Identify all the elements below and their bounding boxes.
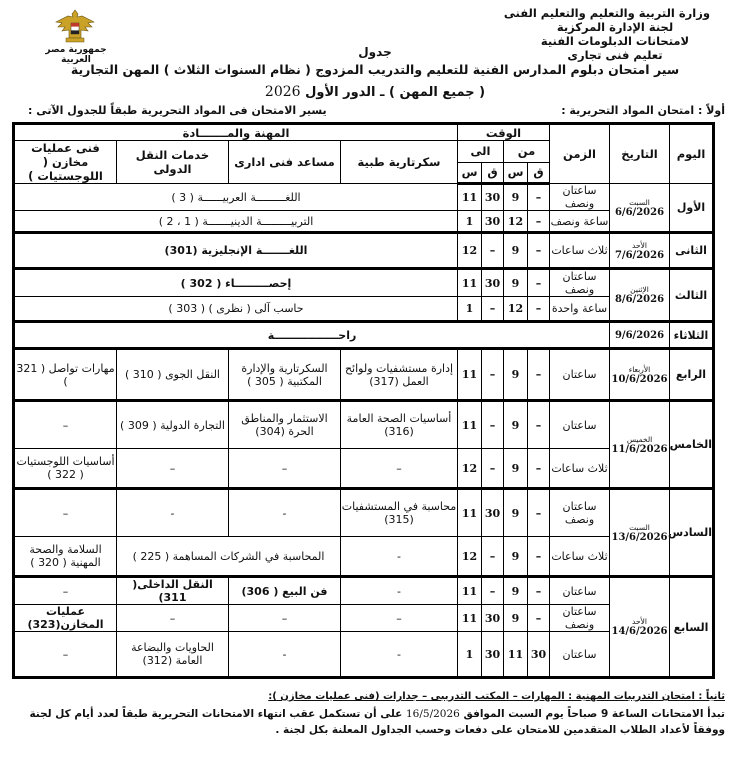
to-hour: 12 <box>458 537 482 577</box>
subject-admin-assistant: السكرتارية والإدارة المكتبية ( 305 ) <box>229 349 341 401</box>
from-min: – <box>528 605 550 632</box>
table-row <box>14 537 714 577</box>
date-value: 7/6/2026 <box>614 249 665 261</box>
table-row <box>14 632 714 678</box>
header-duration: الزمن <box>550 124 610 184</box>
subject-medical-secretary: – <box>341 605 458 632</box>
to-hour: 11 <box>458 401 482 449</box>
duration: ثلاث ساعات <box>550 233 610 269</box>
from-min: – <box>528 184 550 211</box>
subject-medical-secretary: – <box>341 449 458 489</box>
duration: ساعتان ونصف <box>550 605 610 632</box>
duration: ساعتان <box>550 349 610 401</box>
exam-date <box>610 401 670 489</box>
from-min: 30 <box>528 632 550 678</box>
para-date: 16/5/2026 <box>405 708 460 720</box>
to-min: 30 <box>482 632 504 678</box>
to-min: 30 <box>482 605 504 632</box>
subject-intl-transport: - <box>117 489 229 537</box>
subject-warehouse-logistics: – <box>14 489 117 537</box>
subject-intl-transport: – <box>117 449 229 489</box>
header-date: التاريخ <box>610 124 670 184</box>
header-admin-assistant: مساعد فنى ادارى <box>229 141 341 184</box>
subject-admin-assistant: - <box>229 632 341 678</box>
to-min: – <box>482 401 504 449</box>
duration: ساعتان ونصف <box>550 489 610 537</box>
subject-admin-assistant: – <box>229 605 341 632</box>
to-hour: 1 <box>458 632 482 678</box>
from-min: – <box>528 211 550 233</box>
duration: ثلاث ساعات <box>550 449 610 489</box>
ministry-line: تعليم فنى تجارى <box>567 48 663 62</box>
header-to-hour: س <box>458 162 482 184</box>
subject-medical-secretary: - <box>341 632 458 678</box>
from-min: – <box>528 577 550 605</box>
to-min: – <box>482 449 504 489</box>
from-hour: 9 <box>504 233 528 269</box>
to-hour: 11 <box>458 577 482 605</box>
header-medical-secretary: سكرتارية طبية <box>341 141 458 184</box>
day-name: الثانى <box>670 233 714 269</box>
from-hour: 9 <box>504 537 528 577</box>
header-day: اليوم <box>670 124 714 184</box>
ministry-line: وزارة التربية والتعليم والتعليم الفنى <box>503 6 710 20</box>
table-row <box>14 349 714 401</box>
day-name: الثالث <box>670 269 714 322</box>
header-intl-transport: خدمات النقل الدولى <box>117 141 229 184</box>
subject-admin-assistant: – <box>229 449 341 489</box>
to-min: 30 <box>482 489 504 537</box>
subject-admin-assistant: - <box>229 489 341 537</box>
to-hour: 12 <box>458 233 482 269</box>
table-row <box>14 269 714 297</box>
exam-date <box>610 489 670 577</box>
weekday: الأحد <box>632 617 647 626</box>
date-value: 8/6/2026 <box>614 294 665 305</box>
to-hour: 11 <box>458 269 482 297</box>
section-2-label: ثانياً : امتحان التدريبات المهنية : المهارات – المكتب التدريبى – جدارات (فنى عمليات مخازن ): <box>268 691 725 702</box>
subject-all: إحصـــــــــاء ( 302 ) <box>14 269 458 297</box>
to-hour: 12 <box>458 449 482 489</box>
subject-admin-assistant: فن البيع ( 306) <box>229 577 341 605</box>
to-min: 30 <box>482 269 504 297</box>
header-warehouse-logistics: فنى عمليات مخازن ( اللوجستيات ) <box>14 141 117 184</box>
from-hour: 9 <box>504 449 528 489</box>
ministry-line: لجنة الإدارة المركزية <box>556 20 674 34</box>
subject-warehouse-logistics: – <box>14 577 117 605</box>
country-name: جمهورية مصر العربية <box>45 45 107 65</box>
weekday: الإثنين <box>630 285 649 294</box>
exam-date <box>610 322 670 349</box>
day-name: السادس <box>670 489 714 577</box>
from-hour: 9 <box>504 577 528 605</box>
subject-medical-secretary: إدارة مستشفيات ولوائح العمل (317) <box>341 349 458 401</box>
subject-warehouse-logistics: – <box>14 632 117 678</box>
subject-intl-transport: النقل الداخلى( 311) <box>117 577 229 605</box>
weekday: الأحد <box>632 240 647 250</box>
subject-intl-transport: – <box>117 605 229 632</box>
duration: ساعتان <box>550 577 610 605</box>
duration: ثلاث ساعات <box>550 537 610 577</box>
subject-medical-secretary: - <box>341 577 458 605</box>
duration: ساعتان <box>550 401 610 449</box>
rest-day: راحـــــــــــــــــة <box>14 322 610 349</box>
subject-all: اللغـــــــــة العربيــــــة ( 3 ) <box>14 184 458 211</box>
from-min: – <box>528 401 550 449</box>
header-from: من <box>504 141 550 163</box>
para-text-2: على أن تستكمل عقب انتهاء الامتحانات التحريرية طبقاً لعدد أيام كل لجنة ووفقاً لأعداد الطلاب المتقدمين للامتحان على دفعات وحسب الجداول المعلنة بكل لجنة . <box>29 708 725 736</box>
section-1-label: أولاً : امتحان المواد التحريرية : <box>561 104 725 117</box>
exam-date <box>610 184 670 233</box>
table-row <box>14 577 714 605</box>
date-value: 13/6/2026 <box>611 531 668 543</box>
duration: ساعتان ونصف <box>550 184 610 211</box>
subject-medical-secretary: محاسبة في المستشفيات (315) <box>341 489 458 537</box>
exam-date <box>610 269 670 322</box>
from-hour: 11 <box>504 632 528 678</box>
subject-warehouse-logistics: – <box>14 401 117 449</box>
from-hour: 9 <box>504 184 528 211</box>
to-min: 30 <box>482 211 504 233</box>
table-row <box>14 449 714 489</box>
to-hour: 11 <box>458 489 482 537</box>
from-min: – <box>528 449 550 489</box>
weekday: الأربعاء <box>628 364 651 374</box>
subject-intl-transport: النقل الجوى ( 310 ) <box>117 349 229 401</box>
table-row <box>14 489 714 537</box>
day-name: الأول <box>670 184 714 233</box>
duration: ساعتان <box>550 632 610 678</box>
day-name: السابع <box>670 577 714 678</box>
day-name: الرابع <box>670 349 714 401</box>
to-min: – <box>482 537 504 577</box>
day-name: الثلاثاء <box>670 322 714 349</box>
from-hour: 9 <box>504 605 528 632</box>
subject-warehouse-logistics: السلامة والصحة المهنية ( 320 ) <box>14 537 117 577</box>
from-hour: 9 <box>504 489 528 537</box>
from-min: – <box>528 269 550 297</box>
from-min: – <box>528 297 550 322</box>
from-min: – <box>528 233 550 269</box>
to-hour: 11 <box>458 184 482 211</box>
from-min: – <box>528 489 550 537</box>
page-subtitle <box>0 84 750 100</box>
date-value: 10/6/2026 <box>611 373 668 385</box>
exam-schedule-table <box>12 122 715 679</box>
to-hour: 1 <box>458 211 482 233</box>
subject-admin-and-transport: المحاسبة في الشركات المساهمة ( 225 ) <box>117 537 341 577</box>
subject-all: حاسب آلى ( نظرى ) ( 303 ) <box>14 297 458 322</box>
subject-all: التربيـــــــــة الدينيـــــــة ( 1 ، 2 ) <box>14 211 458 233</box>
para-text-1: تبدأ الامتحانات الساعة 9 صباحاً يوم السبت الموافق <box>463 708 725 720</box>
header-profession-subject: المهنة والمـــــــادة <box>14 124 458 141</box>
header-time: الوقت <box>458 124 550 141</box>
subject-intl-transport: الحاويات والبضاعة العامة (312) <box>117 632 229 678</box>
subject-warehouse-logistics: أساسيات اللوجستيات ( 322 ) <box>14 449 117 489</box>
egypt-eagle-emblem-icon <box>52 8 98 44</box>
header-to-min: ق <box>482 162 504 184</box>
exam-date <box>610 233 670 269</box>
from-min: – <box>528 537 550 577</box>
exam-date <box>610 577 670 678</box>
from-hour: 9 <box>504 401 528 449</box>
to-min: – <box>482 233 504 269</box>
to-min: – <box>482 349 504 401</box>
subtitle-text: ( جميع المهن ) ـ الدور الأول <box>305 85 486 100</box>
table-row <box>14 211 714 233</box>
subject-all: اللغـــــــة الإنجليزية (301) <box>14 233 458 269</box>
date-value: 9/6/2026 <box>614 329 665 341</box>
table-row <box>14 401 714 449</box>
header-from-hour: س <box>504 162 528 184</box>
table-row <box>14 184 714 211</box>
table-row <box>14 297 714 322</box>
table-row <box>14 605 714 632</box>
to-min: – <box>482 577 504 605</box>
doc-label: جدول <box>358 45 392 59</box>
subject-admin-assistant: الاستثمار والمناطق الحرة (304) <box>229 401 341 449</box>
subject-warehouse-logistics: عمليات المخازن(323) <box>14 605 117 632</box>
date-value: 6/6/2026 <box>614 206 665 218</box>
weekday: الخميس <box>626 434 653 444</box>
ministry-line: لامتحانات الدبلومات الفنية <box>540 34 690 48</box>
exam-date <box>610 349 670 401</box>
date-value: 11/6/2026 <box>611 443 668 455</box>
duration: ساعتان ونصف <box>550 269 610 297</box>
from-hour: 12 <box>504 297 528 322</box>
weekday: السبت <box>629 522 650 532</box>
table-row <box>14 233 714 269</box>
day-name: الخامس <box>670 401 714 489</box>
header-from-min: ق <box>528 162 550 184</box>
header-to: الى <box>458 141 504 163</box>
page-title: سير امتحان دبلوم المدارس الفنية للتعليم والتدريب المزدوج ( نظام السنوات الثلاث ) المهن التجارية <box>70 62 680 77</box>
to-hour: 11 <box>458 349 482 401</box>
from-hour: 12 <box>504 211 528 233</box>
to-hour: 11 <box>458 605 482 632</box>
duration: ساعة واحدة <box>550 297 610 322</box>
date-value: 14/6/2026 <box>611 626 668 637</box>
section-1-note: يسير الامتحان فى المواد التحريرية طبقاً للجدول الآتى : <box>28 104 327 117</box>
from-hour: 9 <box>504 349 528 401</box>
section-2-paragraph <box>18 706 725 738</box>
table-row <box>14 322 714 349</box>
subject-intl-transport: التجارة الدولية ( 309 ) <box>117 401 229 449</box>
subtitle-year: 2026 <box>264 84 301 100</box>
from-hour: 9 <box>504 269 528 297</box>
duration: ساعة ونصف <box>550 211 610 233</box>
to-hour: 1 <box>458 297 482 322</box>
to-min: – <box>482 297 504 322</box>
weekday: السبت <box>629 197 650 207</box>
subject-medical-secretary: أساسيات الصحة العامة (316) <box>341 401 458 449</box>
subject-medical-secretary: - <box>341 537 458 577</box>
subject-warehouse-logistics: مهارات تواصل ( 321 ) <box>14 349 117 401</box>
to-min: 30 <box>482 184 504 211</box>
from-min: – <box>528 349 550 401</box>
